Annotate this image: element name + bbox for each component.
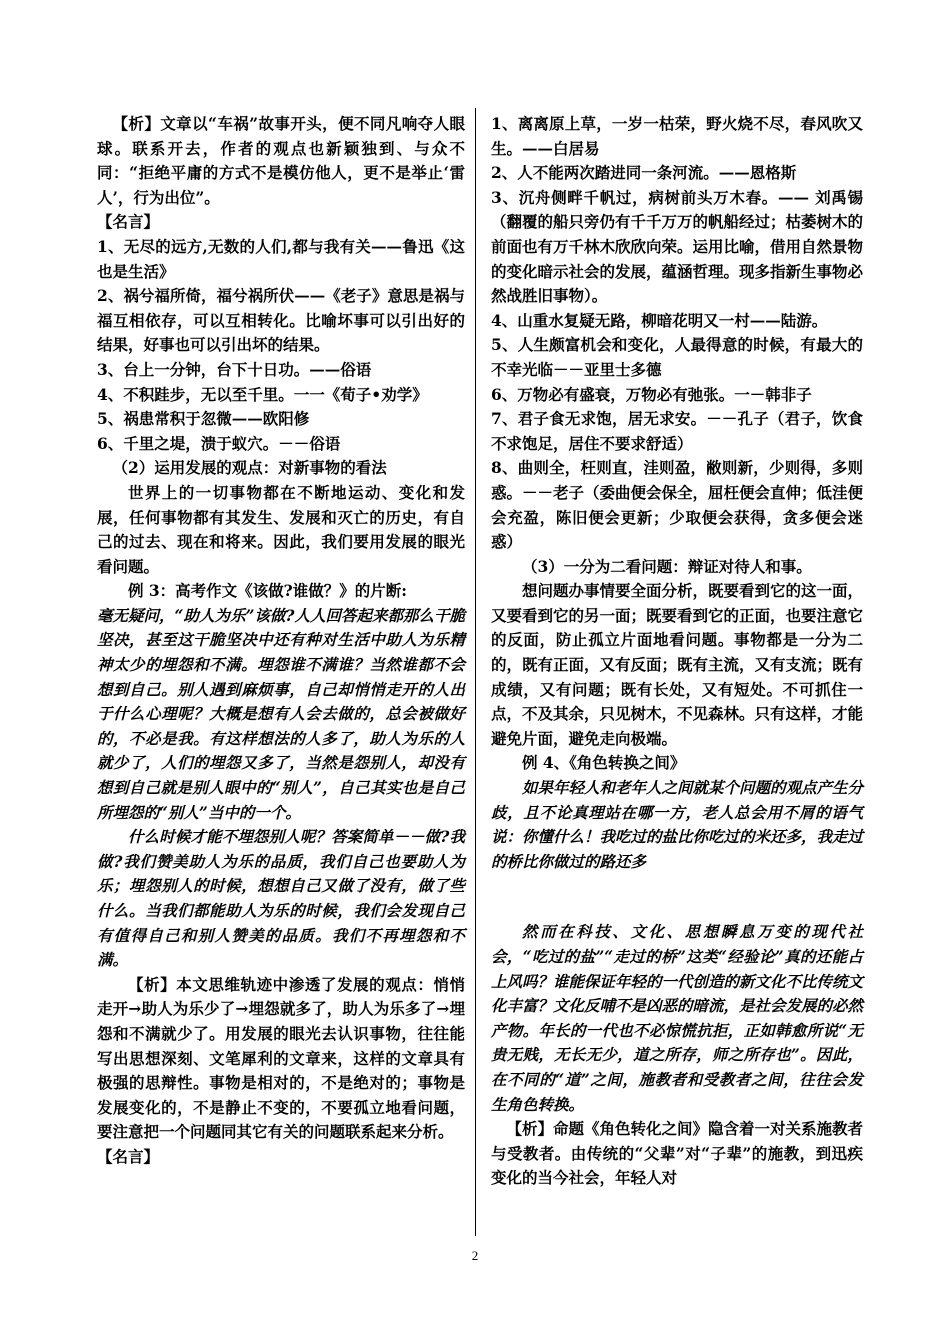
quote-item: 2、人不能两次踏进同一条河流。——恩格斯 bbox=[491, 163, 797, 183]
quote-item: 7、君子食无求饱，居无求安。－－孔子（君子，饮食不求饱足，居住不要求舒适） bbox=[491, 409, 863, 453]
body-paragraph: 世界上的一切事物都在不断地运动、变化和发展，任何事物都有其发生、发展和灭亡的历史，有自己的过去、现在和将来。因此，我们要用发展的眼光看问题。 bbox=[97, 482, 465, 576]
analysis-paragraph: 【析】命题《角色转化之间》隐含着一对关系施教者与受教者。由传统的“父辈”对“子辈”的施教，到迅疾变化的当今社会，年轻人对 bbox=[491, 1119, 864, 1188]
quote-item: 5、祸患常积于忽微——欧阳修 bbox=[97, 409, 310, 429]
quote-item: 4、山重水复疑无路，柳暗花明又一村——陆游。 bbox=[491, 310, 828, 330]
example-heading: 例 4、《角色转换之间》 bbox=[522, 753, 686, 773]
quote-item: 4、不积跬步，无以至千里。一一《荀子•劝学》 bbox=[97, 384, 428, 404]
section-heading: （2）运用发展的观点：对新事物的看法 bbox=[112, 458, 387, 478]
quote-item: 3、沉舟侧畔千帆过，病树前头万木春。—— 刘禹锡（翻覆的船只旁仍有千千万万的帆船经过；枯萎树木的前面也有万千林木欣欣向荣。运用比喻，借用自然景物的变化暗示社会的发展，蕴涵哲理。现多指新生事物必然战胜旧事物）。 bbox=[491, 187, 864, 306]
essay-excerpt: 如果年轻人和老年人之间就某个问题的观点产生分歧，且不论真理站在哪一方，老人总会用不屑的语气说：你懂什么！我吃过的盐比你吃过的米还多，我走过的桥比你做过的路还多 bbox=[491, 778, 864, 871]
quote-item: 3、台上一分钟，台下十日功。——俗语 bbox=[97, 359, 372, 379]
quote-item: 2、祸兮福所倚，福兮祸所伏——《老子》意思是祸与福互相依存，可以互相转化。比喻坏事可以引出好的结果，好事也可以引出坏的结果。 bbox=[97, 286, 465, 355]
quote-item: 1、无尽的远方,无数的人们,都与我有关——鲁迅《这也是生活》 bbox=[97, 236, 465, 281]
body-paragraph: 想问题办事情要全面分析，既要看到它的这一面，又要看到它的另一面；既要看到它的正面，也要注意它的反面，防止孤立片面地看问题。事物都是一分为二的，既有正面，又有反面；既有主流，又有支流；既有成绩，又有问题；既有长处，又有短处。不可抓住一点，不及其余，只见树木，不见森林。只有这样，才能避免片面，避免走向极端。 bbox=[491, 581, 864, 748]
section-heading: （3）一分为二看问题：辩证对待人和事。 bbox=[522, 556, 812, 576]
analysis-paragraph: 【析】本文思维轨迹中渗透了发展的观点：悄悄走开→助人为乐少了→埋怨就多了，助人为乐多了→埋怨和不满就少了。用发展的眼光去认识事物，往往能写出思想深刻、文笔犀利的文章来，这样的文章具有极强的思辩性。事物是相对的，不是绝对的；事物是发展变化的，不是静止不变的，不要孤立地看问题，要注意把一个问题同其它有关的问题联系起来分析。 bbox=[97, 974, 465, 1142]
quotes-heading: 【名言】 bbox=[97, 212, 160, 232]
quote-item: 5、人生颇富机会和变化，人最得意的时候，有最大的不幸光临－－亚里士多德 bbox=[491, 335, 863, 379]
right-column bbox=[491, 112, 863, 1191]
quote-item: 6、万物必有盛衰，万物必有弛张。一－韩非子 bbox=[491, 384, 812, 404]
example-heading: 例 3：高考作文《该做?谁做？》的片断: bbox=[128, 581, 407, 601]
quote-item: 1、离离原上草，一岁一枯荣，野火烧不尽，春风吹又生。——白居易 bbox=[491, 114, 863, 158]
essay-excerpt: 毫无疑问，“助人为乐”该做?人人回答起来都那么干脆坚决，甚至这干脆坚决中还有种对生活中助人为乐精神太少的埋怨和不满。埋怨谁不满谁？当然谁都不会想到自己。别人遇到麻烦事，自己却悄悄走开的人出于什么心理呢？大概是想有人会去做的，总会被做好的，不必是我。有这样想法的人多了，助人为乐的人就少了，人们的埋怨又多了，当然是怨别人，却没有想到自己就是别人眼中的“别人”，自己其实也是自己所埋怨的“别人”当中的一个。 bbox=[97, 605, 465, 822]
quote-item: 6、千里之堤，溃于蚁穴。－－俗语 bbox=[97, 433, 341, 453]
essay-excerpt: 什么时候才能不埋怨别人呢？答案简单－－做?我做?我们赞美助人为乐的品质，我们自己也要助人为乐；埋怨别人的时候，想想自己又做了没有，做了些什么。当我们都能助人为乐的时候，我们会发现自己有值得自己和别人赞美的品质。我们不再埋怨和不满。 bbox=[97, 827, 465, 970]
analysis-paragraph: 【析】文章以“车祸”故事开头，便不同凡响夺人眼球。联系开去，作者的观点也新颖独到、与众不同：“拒绝平庸的方式不是模仿他人，更不是举止‘雷人’，行为出位”。 bbox=[97, 114, 465, 207]
essay-excerpt: 然而在科技、文化、思想瞬息万变的现代社会，“吃过的盐”“走过的桥”这类“经验论”真的还能占上风吗？谁能保证年轻的一代创造的新文化不比传统文化丰富？文化反哺不是凶恶的暗流，是社会发展的必然产物。年长的一代也不必惊慌抗拒，正如韩愈所说“无贵无贱，无长无少，道之所存，师之所存也”。因此，在不同的“道”之间，施教者和受教者之间，往往会发生角色转换。 bbox=[491, 922, 864, 1114]
quote-item: 8、曲则全，枉则直，洼则盈，敝则新，少则得，多则惑。－－老子（委曲便会保全，屈枉便会直伸；低洼便会充盈，陈旧便会更新；少取便会获得，贪多便会迷惑） bbox=[491, 458, 864, 552]
column-divider bbox=[475, 108, 476, 1236]
quotes-heading: 【名言】 bbox=[97, 1146, 160, 1166]
page-number: 2 bbox=[471, 1248, 479, 1263]
left-column bbox=[97, 112, 465, 1170]
blank-gap bbox=[491, 874, 863, 920]
